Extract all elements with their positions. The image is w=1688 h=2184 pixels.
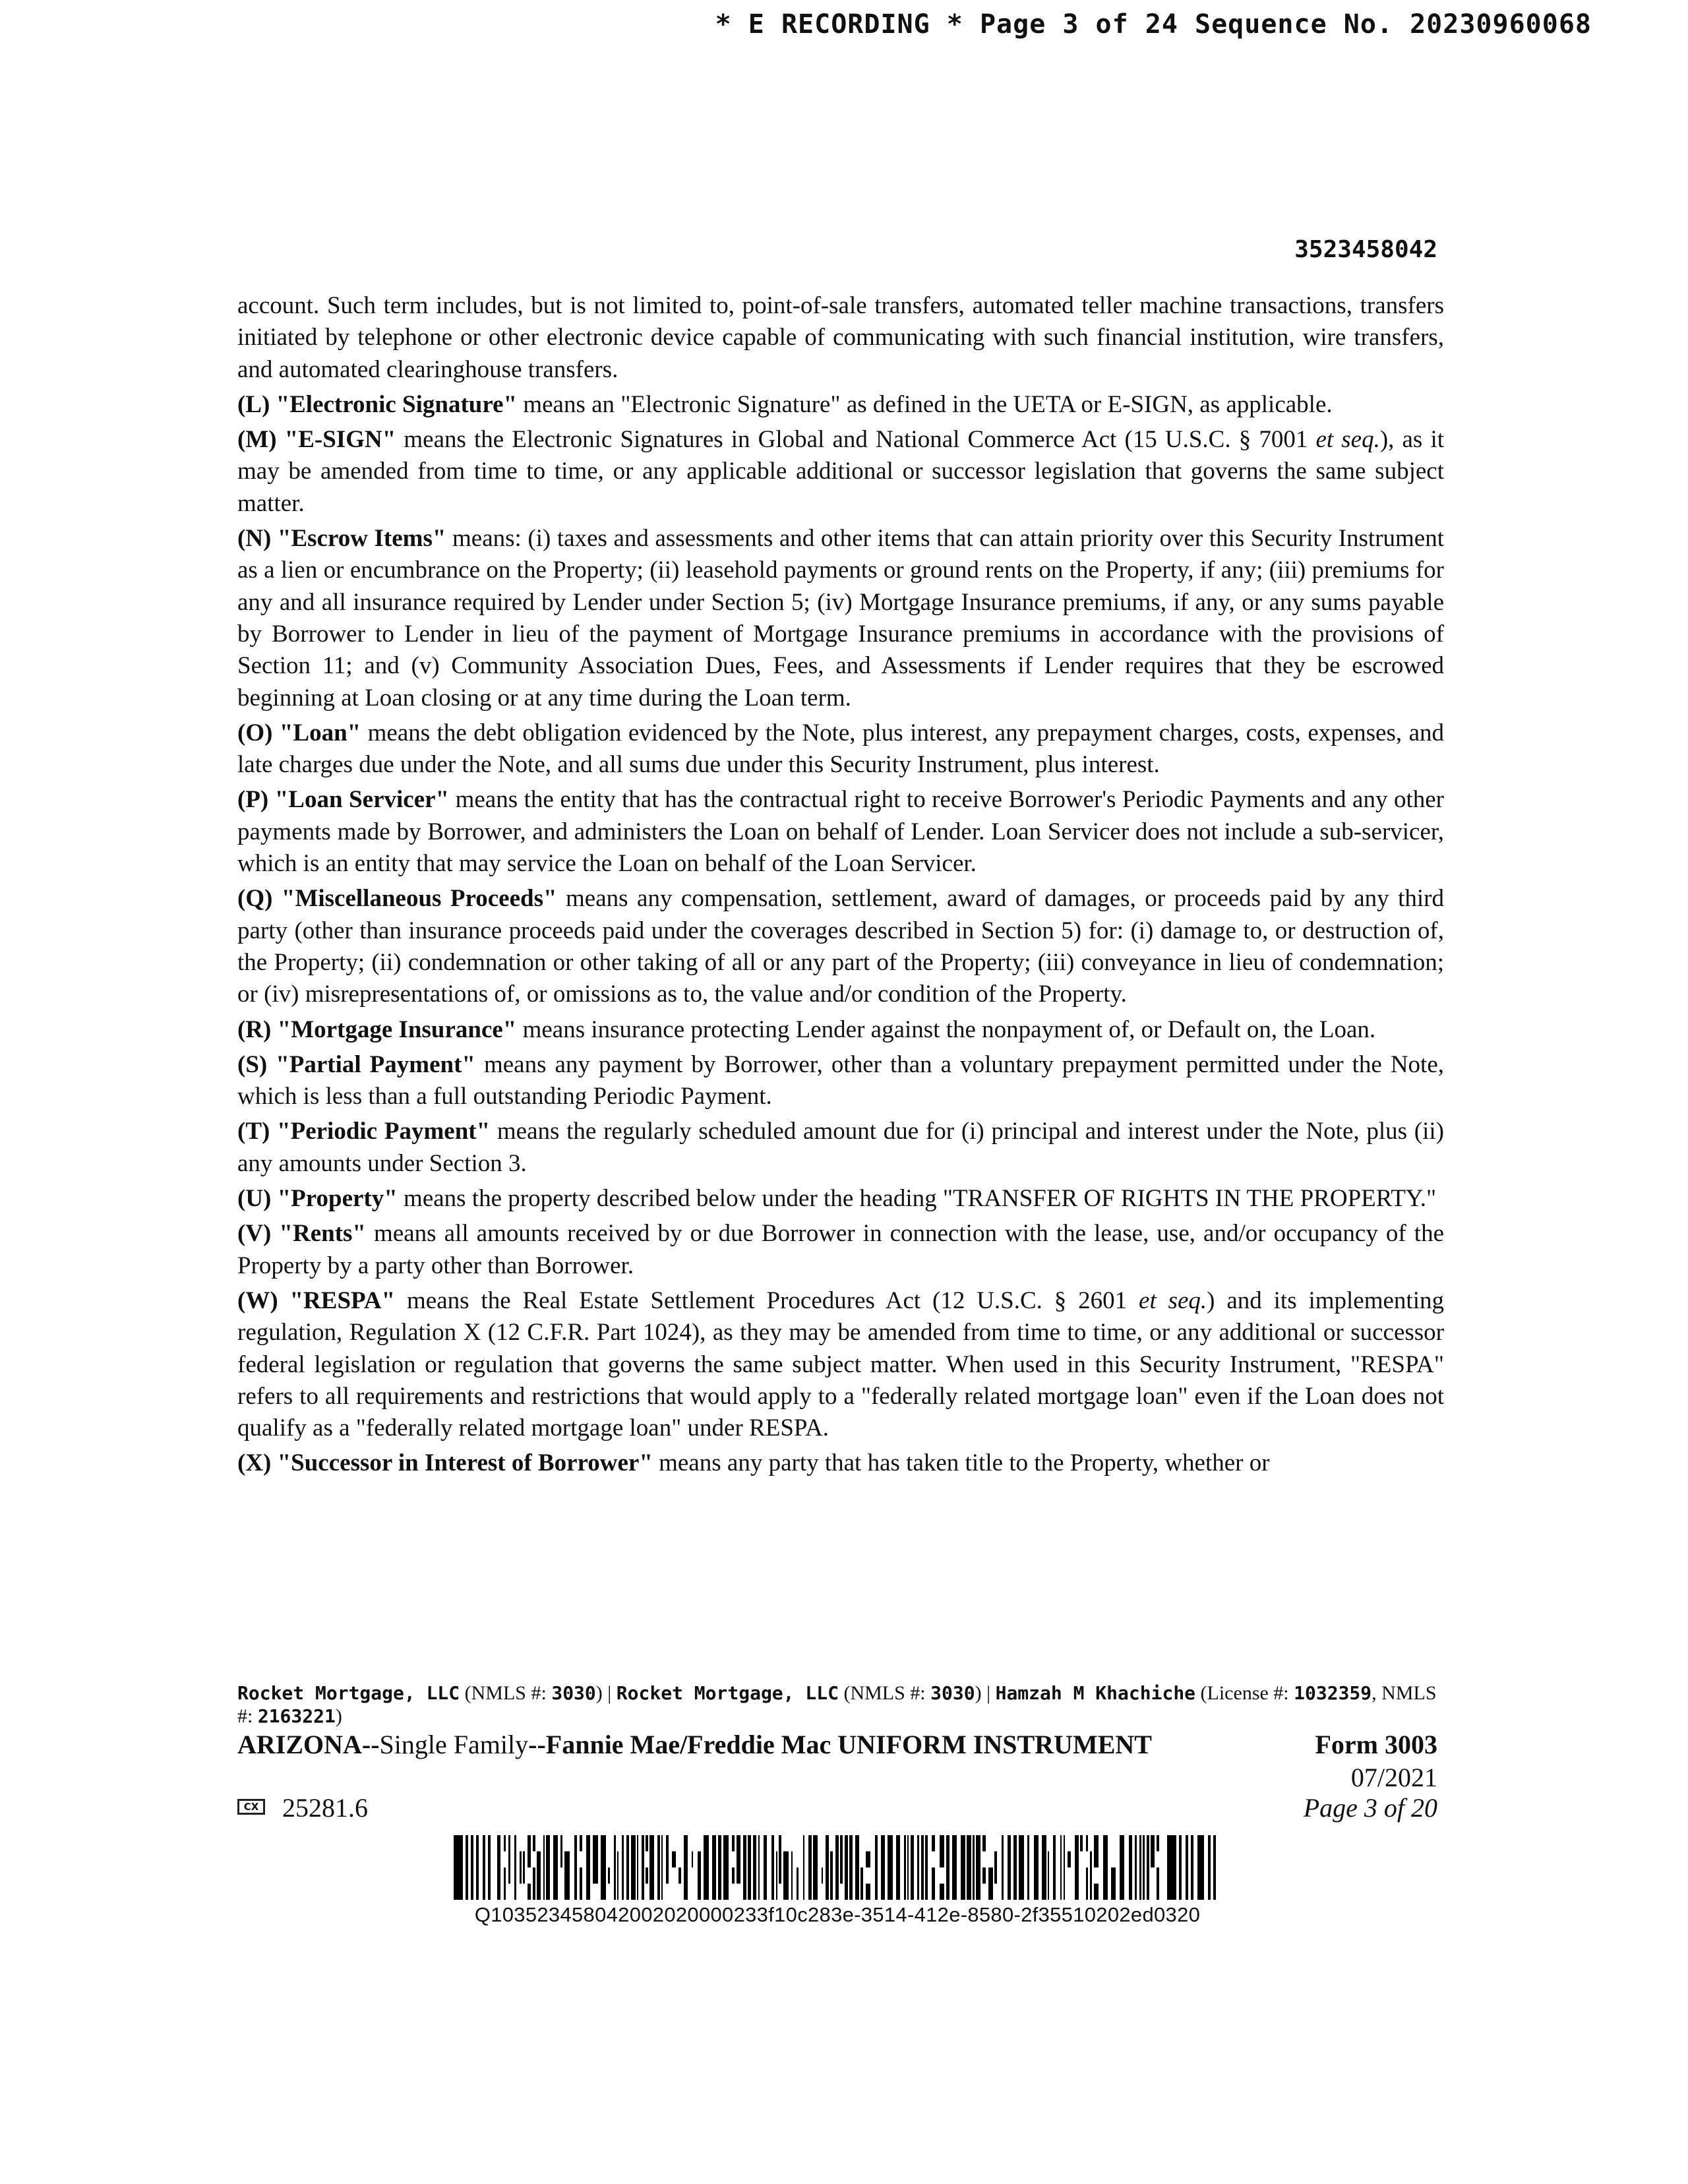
state-name: ARIZONA-- xyxy=(237,1730,380,1759)
definition-text: means the entity that has the contractual right to receive Borrower's Periodic Payments and any other payments made by Borrower, and administers the Loan on behalf of Lender. Loan Servicer does not include a sub-servicer, which is an entity that may service the Loan on behalf of the Loan Servicer. xyxy=(237,786,1444,878)
definition-label: (V) "Rents" xyxy=(237,1220,366,1248)
nmls-number: 3030 xyxy=(930,1682,975,1704)
definition-label: (U) "Property" xyxy=(237,1185,398,1213)
barcode-text: Q103523458042002020000233f10c283e-3514-412e-8580-2f35510202ed0320 xyxy=(474,1903,1201,1926)
definition-S xyxy=(237,1049,1444,1113)
definition-italic: et seq. xyxy=(1139,1287,1207,1314)
definition-text: means any payment by Borrower, other than a voluntary prepayment permitted under the Note, which is less than a full outstanding Periodic Payment. xyxy=(237,1050,1444,1110)
definition-text: means insurance protecting Lender against the nonpayment of, or Default on, the Loan. xyxy=(516,1016,1376,1043)
definition-label: (T) "Periodic Payment" xyxy=(237,1118,491,1145)
definition-T xyxy=(237,1116,1444,1180)
license-prefix: (License #: xyxy=(1195,1682,1294,1704)
definition-label: (X) "Successor in Interest of Borrower" xyxy=(237,1449,653,1477)
definitions-body xyxy=(237,290,1444,1483)
definition-text: means the property described below under the heading "TRANSFER OF RIGHTS IN THE PROPERTY." xyxy=(397,1185,1437,1213)
definition-label: (W) "RESPA" xyxy=(237,1287,396,1314)
recording-header: * E RECORDING * Page 3 of 24 Sequence No. 20230960068 xyxy=(715,9,1592,40)
definition-label: (S) "Partial Payment" xyxy=(237,1050,475,1078)
definition-label: (N) "Escrow Items" xyxy=(237,525,446,553)
definition-italic: et seq. xyxy=(1315,426,1380,454)
loan-originator: Hamzah M Khachiche xyxy=(995,1682,1196,1704)
definition-Q xyxy=(237,883,1444,1010)
cx-logo-icon: CX xyxy=(237,1799,265,1815)
separator: | xyxy=(602,1682,617,1704)
document-code: 25281.6 xyxy=(282,1793,368,1823)
nmls-prefix: (NMLS #: xyxy=(838,1682,931,1704)
nmls-number: 2163221 xyxy=(257,1705,336,1727)
definition-label: (R) "Mortgage Insurance" xyxy=(237,1016,517,1043)
lender-name: Rocket Mortgage, LLC xyxy=(616,1682,839,1704)
continuation-text: account. Such term includes, but is not limited to, point-of-sale transfers, automated teller machine transactions, transfers initiated by telephone or other electronic device capable of communicating with such financial institution, wire transfers, and automated clearinghouse transfers. xyxy=(237,292,1444,383)
form-number: Form 3003 xyxy=(1315,1730,1437,1759)
definition-text: means the Real Estate Settlement Procedures Act (12 U.S.C. § 2601 xyxy=(395,1287,1139,1314)
nmls-prefix: (NMLS #: xyxy=(460,1682,552,1704)
lender-name: Rocket Mortgage, LLC xyxy=(237,1682,460,1704)
definition-L xyxy=(237,389,1444,421)
nmls-number: 3030 xyxy=(551,1682,596,1704)
definition-text: means any party that has taken title to the Property, whether or xyxy=(652,1449,1270,1477)
definition-label: (L) "Electronic Signature" xyxy=(237,390,518,418)
definition-text: ), as it may be amended from time to time, or any applicable additional or successor legislation that governs the same subject matter. xyxy=(237,426,1445,517)
definition-X xyxy=(237,1447,1444,1479)
barcode-icon xyxy=(454,1835,1220,1900)
definition-text: means the Electronic Signatures in Global and National Commerce Act (15 U.S.C. § 7001 xyxy=(396,426,1316,454)
form-date: 07/2021 xyxy=(1350,1763,1437,1792)
instrument-title xyxy=(237,1729,1152,1760)
nmls-prefix: , NMLS #: xyxy=(237,1682,1437,1727)
definition-M xyxy=(237,424,1444,520)
loan-number: 3523458042 xyxy=(1294,236,1437,263)
page-number: Page 3 of 20 xyxy=(1303,1793,1437,1823)
definition-label: (O) "Loan" xyxy=(237,719,361,746)
definition-text: means all amounts received by or due Borrower in connection with the lease, use, and/or occupancy of the Property by a party other than Borrower. xyxy=(237,1220,1444,1279)
definition-text: means the regularly scheduled amount due for (i) principal and interest under the Note, plus (ii) any amounts under Section 3. xyxy=(237,1118,1444,1177)
definition-V xyxy=(237,1218,1444,1282)
definition-label: (Q) "Miscellaneous Proceeds" xyxy=(237,885,557,913)
definition-text: means an "Electronic Signature" as defined in the UETA or E-SIGN, as applicable. xyxy=(517,390,1333,418)
definition-continuation xyxy=(237,290,1444,386)
definition-W xyxy=(237,1285,1444,1444)
definition-label: (P) "Loan Servicer" xyxy=(237,786,450,814)
nmls-suffix: ) xyxy=(595,1682,603,1704)
separator: | xyxy=(981,1682,996,1704)
property-type: Single Family xyxy=(379,1730,529,1759)
definition-N xyxy=(237,523,1444,714)
definition-text: ) and its implementing regulation, Regulation X (12 C.F.R. Part 1024), as they may be amended from time to time, or any additional or successor federal legislation or regulation that governs the same subject matter. When used in this Security Instrument, "RESPA" refers to all requirements and restrictions that would apply to a "federally related mortgage loan" even if the Loan does not qualify as a "federally related mortgage loan" under RESPA. xyxy=(237,1287,1444,1442)
lender-info xyxy=(237,1682,1444,1728)
definition-R xyxy=(237,1014,1444,1046)
instrument-name: --Fannie Mae/Freddie Mac UNIFORM INSTRUMENT xyxy=(528,1730,1152,1759)
definition-text: means any compensation, settlement, award of damages, or proceeds paid by any third party (other than insurance proceeds paid under the coverages described in Section 5) for: (i) damage to, or destruction of, the Property; (ii) condemnation or other taking of all or any part of the Property; (iii) conveyance in lieu of condemnation; or (iv) misrepresentations of, or omissions as to, the value and/or condition of the Property. xyxy=(237,885,1444,1008)
nmls-suffix: ) xyxy=(975,1682,982,1704)
definition-text: means the debt obligation evidenced by the Note, plus interest, any prepayment charges, costs, expenses, and late charges due under the Note, and all sums due under this Security Instrument, plus interest. xyxy=(237,719,1444,779)
definition-P xyxy=(237,784,1444,880)
license-number: 1032359 xyxy=(1294,1682,1372,1704)
definition-O xyxy=(237,717,1444,781)
definition-text: means: (i) taxes and assessments and other items that can attain priority over this Security Instrument as a lien or encumbrance on the Property; (ii) leasehold payments or ground rents on the Property, if any; (iii) premiums for any and all insurance required by Lender under Section 5; (iv) Mortgage Insurance premiums, if any, or any sums payable by Borrower to Lender in lieu of the payment of Mortgage Insurance premiums in accordance with the provisions of Section 11; and (v) Community Association Dues, Fees, and Assessments if Lender requires that they be escrowed beginning at Loan closing or at any time during the Loan term. xyxy=(237,525,1444,712)
nmls-suffix: ) xyxy=(335,1705,342,1727)
definition-label: (M) "E-SIGN" xyxy=(237,426,396,454)
definition-U xyxy=(237,1183,1444,1215)
